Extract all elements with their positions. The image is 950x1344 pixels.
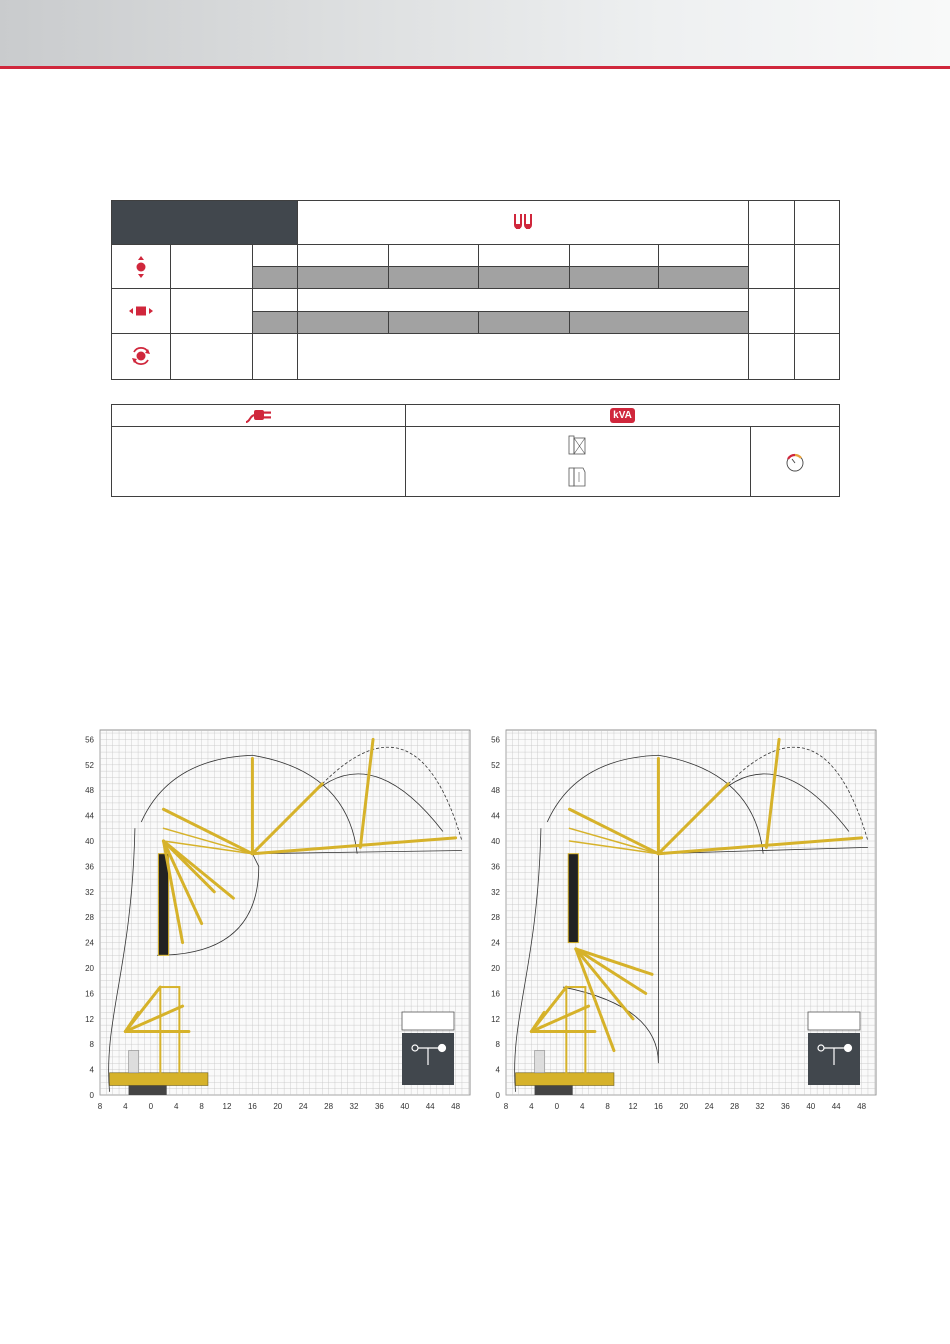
trolley-label-cell — [171, 289, 253, 333]
gauge-icon — [783, 450, 807, 474]
lift-s4 — [570, 267, 659, 289]
x-tick-label: 32 — [755, 1102, 765, 1111]
power-header — [112, 405, 406, 427]
y-tick-label: 36 — [85, 862, 94, 872]
y-tick-label: 0 — [495, 1091, 500, 1100]
y-tick-label: 56 — [85, 735, 94, 745]
y-tick-label: 24 — [491, 938, 500, 948]
x-tick-label: 12 — [222, 1102, 232, 1111]
transformer-icon — [567, 434, 589, 490]
trolley-extra-2 — [795, 289, 840, 333]
trolley-s1 — [298, 311, 389, 333]
lift-v3 — [479, 245, 570, 267]
x-tick-label: 20 — [273, 1102, 283, 1111]
x-tick-label: 24 — [704, 1102, 714, 1111]
trolley-s3 — [479, 311, 570, 333]
lift-unit-cell — [253, 245, 298, 267]
y-tick-label: 20 — [491, 964, 500, 973]
lift-motion-cell — [112, 245, 171, 289]
x-tick-label: 24 — [298, 1102, 308, 1111]
y-tick-label: 8 — [89, 1040, 94, 1050]
y-tick-label: 40 — [85, 837, 94, 846]
y-tick-label: 52 — [85, 760, 94, 770]
x-tick-label: 8 — [97, 1102, 103, 1111]
y-tick-label: 4 — [495, 1065, 500, 1075]
x-tick-label: 36 — [374, 1102, 384, 1111]
page-header — [0, 0, 950, 68]
table-corner-header — [112, 201, 298, 245]
kva-badge-icon: kVA — [610, 408, 635, 423]
header-accent-line — [0, 66, 950, 69]
legend-label-box — [808, 1012, 860, 1030]
lift-s3 — [479, 267, 570, 289]
y-tick-label: 52 — [491, 760, 500, 770]
trolley-motion-icon — [128, 305, 154, 317]
slew-extra-1 — [749, 333, 795, 379]
lift-s2 — [389, 267, 479, 289]
chart-legend — [808, 1012, 860, 1085]
y-tick-label: 16 — [491, 989, 500, 999]
lift-v1 — [298, 245, 389, 267]
chart-legend — [402, 1012, 454, 1085]
power-spec-table — [111, 404, 840, 497]
y-tick-label: 12 — [491, 1014, 500, 1024]
legend-label-box — [402, 1012, 454, 1030]
x-tick-label: 48 — [857, 1102, 867, 1111]
slew-motion-cell — [112, 333, 171, 379]
y-tick-label: 48 — [85, 786, 94, 796]
slew-extra-2 — [795, 333, 840, 379]
lift-sub-unit — [253, 267, 298, 289]
y-tick-label: 28 — [491, 913, 500, 923]
x-tick-label: 0 — [148, 1102, 154, 1111]
y-tick-label: 12 — [85, 1014, 94, 1024]
slew-values — [298, 333, 749, 379]
gauge-cell — [751, 427, 840, 497]
power-plug-icon — [244, 406, 274, 424]
x-tick-label: 12 — [628, 1102, 638, 1111]
x-tick-label: 8 — [503, 1102, 509, 1111]
working-range-chart-right — [474, 728, 884, 1118]
x-tick-label: 0 — [554, 1102, 560, 1111]
header-cell-9 — [749, 201, 795, 245]
y-tick-label: 40 — [491, 837, 500, 846]
x-tick-label: 44 — [425, 1102, 435, 1111]
x-tick-label: 44 — [831, 1102, 841, 1111]
lift-v4 — [570, 245, 659, 267]
slewing-motion-icon — [129, 344, 153, 368]
lift-s5 — [659, 267, 749, 289]
x-tick-label: 8 — [199, 1102, 204, 1111]
x-tick-label: 28 — [730, 1102, 740, 1111]
trolley-extra-1 — [749, 289, 795, 333]
hoist-header — [298, 201, 749, 245]
y-tick-label: 44 — [85, 811, 94, 821]
lift-label-cell — [171, 245, 253, 289]
y-tick-label: 4 — [89, 1065, 94, 1075]
slew-label-cell — [171, 333, 253, 379]
x-tick-label: 28 — [324, 1102, 334, 1111]
x-tick-label: 20 — [679, 1102, 689, 1111]
trolley-sub-unit — [253, 311, 298, 333]
y-tick-label: 16 — [85, 989, 94, 999]
y-tick-label: 24 — [85, 938, 94, 948]
x-tick-label: 16 — [653, 1102, 663, 1111]
x-tick-label: 4 — [123, 1102, 128, 1111]
y-tick-label: 48 — [491, 786, 500, 796]
y-tick-label: 32 — [491, 887, 500, 897]
working-range-chart-left — [68, 728, 478, 1118]
lift-v2 — [389, 245, 479, 267]
x-tick-label: 48 — [451, 1102, 461, 1111]
y-tick-label: 56 — [491, 735, 500, 745]
x-tick-label: 36 — [780, 1102, 790, 1111]
lift-s1 — [298, 267, 389, 289]
y-tick-label: 8 — [495, 1040, 500, 1050]
trolley-s2 — [389, 311, 479, 333]
y-tick-label: 28 — [85, 913, 94, 923]
hoist-hooks-icon — [512, 212, 534, 234]
y-tick-label: 44 — [491, 811, 500, 821]
trolley-unit-cell — [253, 289, 298, 311]
kva-header — [406, 405, 840, 427]
y-tick-label: 36 — [491, 862, 500, 872]
y-tick-label: 20 — [85, 964, 94, 973]
x-tick-label: 4 — [579, 1102, 585, 1111]
lift-motion-icon — [134, 255, 148, 279]
trolley-values — [298, 289, 749, 311]
header-cell-10 — [795, 201, 840, 245]
lift-extra-1 — [749, 245, 795, 289]
x-tick-label: 8 — [605, 1102, 610, 1111]
y-tick-label: 32 — [85, 887, 94, 897]
x-tick-label: 40 — [400, 1102, 410, 1111]
x-tick-label: 40 — [806, 1102, 816, 1111]
generator-cell — [406, 427, 751, 497]
trolley-motion-cell — [112, 289, 171, 333]
power-values — [112, 427, 406, 497]
x-tick-label: 16 — [247, 1102, 257, 1111]
trolley-s4 — [570, 311, 749, 333]
lift-extra-2 — [795, 245, 840, 289]
x-tick-label: 4 — [173, 1102, 179, 1111]
slew-unit-cell — [253, 333, 298, 379]
drive-spec-table — [111, 200, 840, 380]
y-tick-label: 0 — [89, 1091, 94, 1100]
lift-v5 — [659, 245, 749, 267]
x-tick-label: 32 — [349, 1102, 359, 1111]
x-tick-label: 4 — [529, 1102, 534, 1111]
